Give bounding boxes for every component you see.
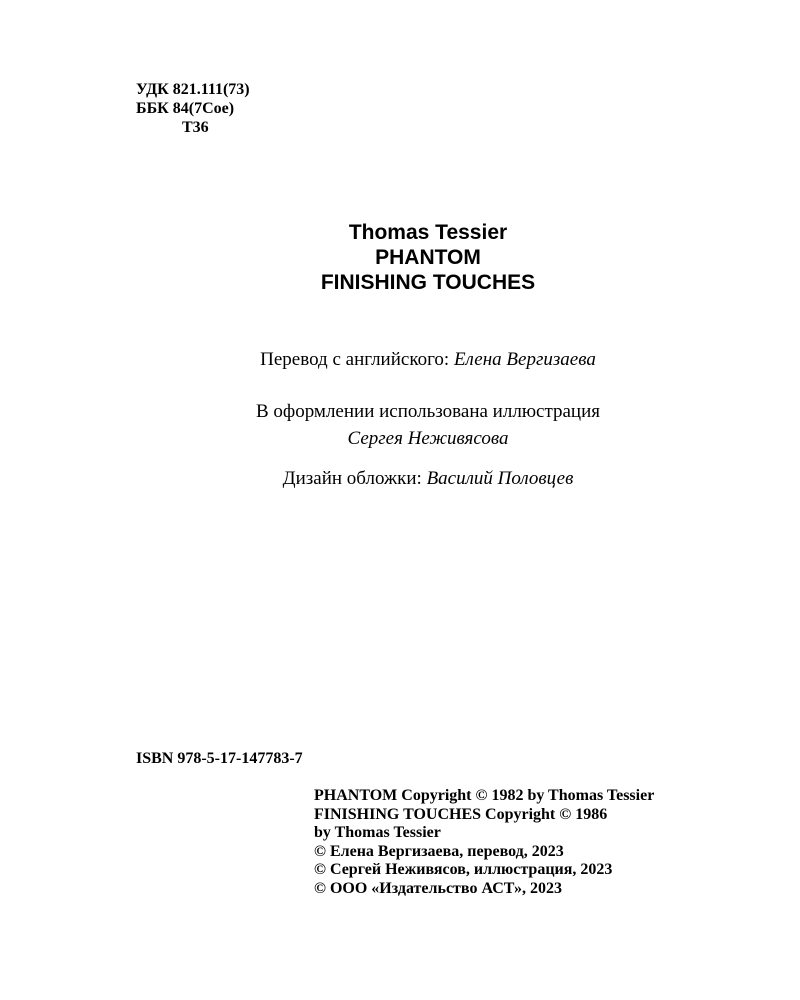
copyright-notices	[314, 787, 654, 898]
illustrator-name: Сергея Неживясова	[347, 428, 509, 449]
catalog-codes	[136, 80, 250, 137]
copyright-line: © ООО «Издательство АСТ», 2023	[314, 879, 563, 897]
copyright-line: FINISHING TOUCHES Copyright © 1986	[314, 805, 608, 823]
title-block	[0, 220, 800, 295]
copyright-line: © Елена Вергизаева, перевод, 2023	[314, 842, 564, 860]
cover-label: Дизайн обложки:	[282, 468, 427, 489]
copyright-line: © Сергей Неживясов, иллюстрация, 2023	[314, 861, 613, 878]
isbn: ISBN 978-5-17-147783-7	[136, 750, 303, 767]
author-name: Thomas Tessier	[348, 221, 508, 244]
illustration-label: В оформлении использована иллюстрация	[255, 401, 600, 422]
copyright-line: PHANTOM Copyright © 1982 by Thomas Tessier	[314, 787, 655, 804]
translation-credit	[0, 346, 800, 373]
copyright-line: by Thomas Tessier	[314, 824, 441, 841]
book-title-2: FINISHING TOUCHES	[320, 271, 536, 294]
translation-label: Перевод с английского:	[260, 349, 454, 370]
bbk-code: ББК 84(7Сое)	[136, 100, 235, 117]
udk-code: УДК 821.111(73)	[136, 81, 250, 98]
cover-designer-name: Василий Половцев	[426, 468, 574, 489]
book-title-1: PHANTOM	[375, 246, 481, 269]
cover-design-credit	[0, 465, 800, 492]
author-mark: Т36	[182, 119, 209, 136]
illustration-credit	[0, 398, 800, 452]
translator-name: Елена Вергизаева	[453, 349, 596, 370]
